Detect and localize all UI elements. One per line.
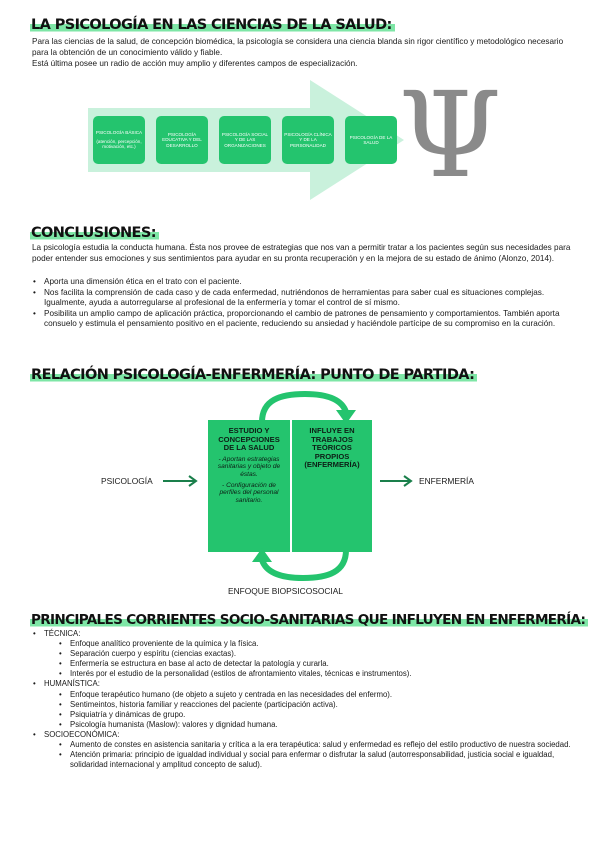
field-box-educativa: PSICOLOGÍA EDUCATIVA Y DEL DESARROLLO bbox=[156, 116, 208, 164]
section2-bullets bbox=[32, 277, 580, 330]
cycle-arrow-bottom-icon bbox=[248, 546, 358, 584]
list-item: • SOCIOECONÓMICA: • Aumento de constes en asistencia sanitaria y crítica a la era terapéutica: salud y enfermedad es reflejo del estilo productivo de nuestra sociedad. • Atención primaria: principio de igualdad individual y social para enfermar o disfrutar la salud (autorresponsabilidad, justicia social e igualdad, solidaridad internacional y amplitud concepto de salud). bbox=[32, 730, 582, 770]
psicologia-label: PSICOLOGÍA bbox=[101, 476, 153, 486]
arrow-right-icon bbox=[163, 474, 203, 488]
list-item: • Psiquiatría y dinámicas de grupo. bbox=[58, 710, 582, 720]
section4-list bbox=[32, 629, 582, 770]
field-box-clinica: PSICOLOGÍA CLÍNICA Y DE LA PERSONALIDAD bbox=[282, 116, 334, 164]
list-item: • Psicología humanista (Maslow): valores y dignidad humana. bbox=[58, 720, 582, 730]
list-item: • TÉCNICA: • Enfoque analítico proveniente de la química y la física. • Separación cuerpo y espíritu (ciencias exactas). • Enfermería se estructura en base al acto de detectar la patología y curarla. • Interés por el estudio de la personalidad (estilos de afrontamiento vitales, técnicas e instrumentos). bbox=[32, 629, 582, 679]
list-item: • Sentimeintos, historia familiar y reacciones del paciente (participación activa). bbox=[58, 700, 582, 710]
list-item: • Nos facilita la comprensión de cada caso y de cada enfermedad, nutriéndonos de herramientas para saber cual es situaciones complejas. Igualmente, ayuda a autorregularse al profesional de la enfermería y tomar el control de sí mismo. bbox=[32, 288, 580, 309]
list-item: • Aporta una dimensión ética en el trato con el paciente. bbox=[32, 277, 580, 288]
section2-intro: La psicología estudia la conducta humana. Ésta nos provee de estrategias que nos van a permitir tratar a los pacientes según sus necesidades para poder entender sus emociones y sus sentimientos para ayudar en su pronta recuperación y en la mejora de su estado de ánimo (Alonzo, 2014). bbox=[32, 243, 571, 263]
list-item: • Enfoque analítico proveniente de la química y la física. bbox=[58, 639, 582, 649]
section3-heading: RELACIÓN PSICOLOGÍA-ENFERMERÍA: PUNTO DE PARTIDA: bbox=[30, 366, 477, 384]
field-box-social: PSICOLOGÍA SOCIAL Y DE LAS ORGANIZACIONES bbox=[219, 116, 271, 164]
diagram-box-influye: INFLUYE EN TRABAJOS TEÓRICOS PROPIOS (ENFERMERÍA) bbox=[292, 420, 372, 552]
list-item: • Aumento de constes en asistencia sanitaria y crítica a la era terapéutica: salud y enfermedad es reflejo del estilo productivo de nuestra sociedad. bbox=[58, 740, 582, 750]
psi-symbol-icon: Ψ bbox=[398, 66, 502, 204]
enfermeria-label: ENFERMERÍA bbox=[419, 476, 474, 486]
arrow-right-icon bbox=[380, 474, 418, 488]
list-item: • Enfoque terapéutico humano (de objeto a sujeto y centrada en las necesidades del enfermo). bbox=[58, 690, 582, 700]
list-item: • Enfermería se estructura en base al acto de detectar la patología y curarla. bbox=[58, 659, 582, 669]
list-item: • Interés por el estudio de la personalidad (estilos de afrontamiento vitales, técnicas e instrumentos). bbox=[58, 669, 582, 679]
section4-heading: PRINCIPALES CORRIENTES SOCIO-SANITARIAS QUE INFLUYEN EN ENFERMERÍA: bbox=[30, 611, 588, 629]
section2-heading: CONCLUSIONES: bbox=[30, 224, 159, 242]
section1-heading: LA PSICOLOGÍA EN LAS CIENCIAS DE LA SALUD: bbox=[30, 16, 395, 34]
list-item: • Separación cuerpo y espíritu (ciencias exactas). bbox=[58, 649, 582, 659]
field-box-basica: PSICOLOGÍA BÁSICA (atención, percepción, motivación, etc.) bbox=[93, 116, 145, 164]
diagram-box-estudio: ESTUDIO Y CONCEPCIONES DE LA SALUD - Aportan estrategias sanitarias y objeto de éstas. - Configuración de perfiles del personal sanitario. bbox=[208, 420, 290, 552]
enfoque-label: ENFOQUE BIOPSICOSOCIAL bbox=[228, 586, 343, 596]
section1-intro2: Está última posee un radio de acción muy amplio y diferentes campos de especialización. bbox=[32, 59, 358, 68]
list-item: • HUMANÍSTICA: • Enfoque terapéutico humano (de objeto a sujeto y centrada en las necesidades del enfermo). • Sentimeintos, historia familiar y reacciones del paciente (participación activa). • Psiquiatría y dinámicas de grupo. • Psicología humanista (Maslow): valores y dignidad humana. bbox=[32, 679, 582, 729]
list-item: • Posibilita un amplio campo de aplicación práctica, proporcionando el cambio de patrones de pensamiento y comportamientos. También aporta consuelo y estimula el pensamiento positivo en el paciente, reduciendo su ansiedad y haciéndole partícipe de su compromiso en la curación. bbox=[32, 309, 580, 330]
field-box-salud: PSICOLOGÍA DE LA SALUD bbox=[345, 116, 397, 164]
list-item: • Atención primaria: principio de igualdad individual y social para enfermar o disfrutar la salud (autorresponsabilidad, justicia social e igualdad, solidaridad internacional y amplitud concepto de salud). bbox=[58, 750, 582, 770]
section1-intro: Para las ciencias de la salud, de concepción biomédica, la psicología se considera una ciencia blanda sin rigor científico y metodológico necesario para la obtención de un conocimiento válido y fiable. bbox=[32, 37, 564, 57]
